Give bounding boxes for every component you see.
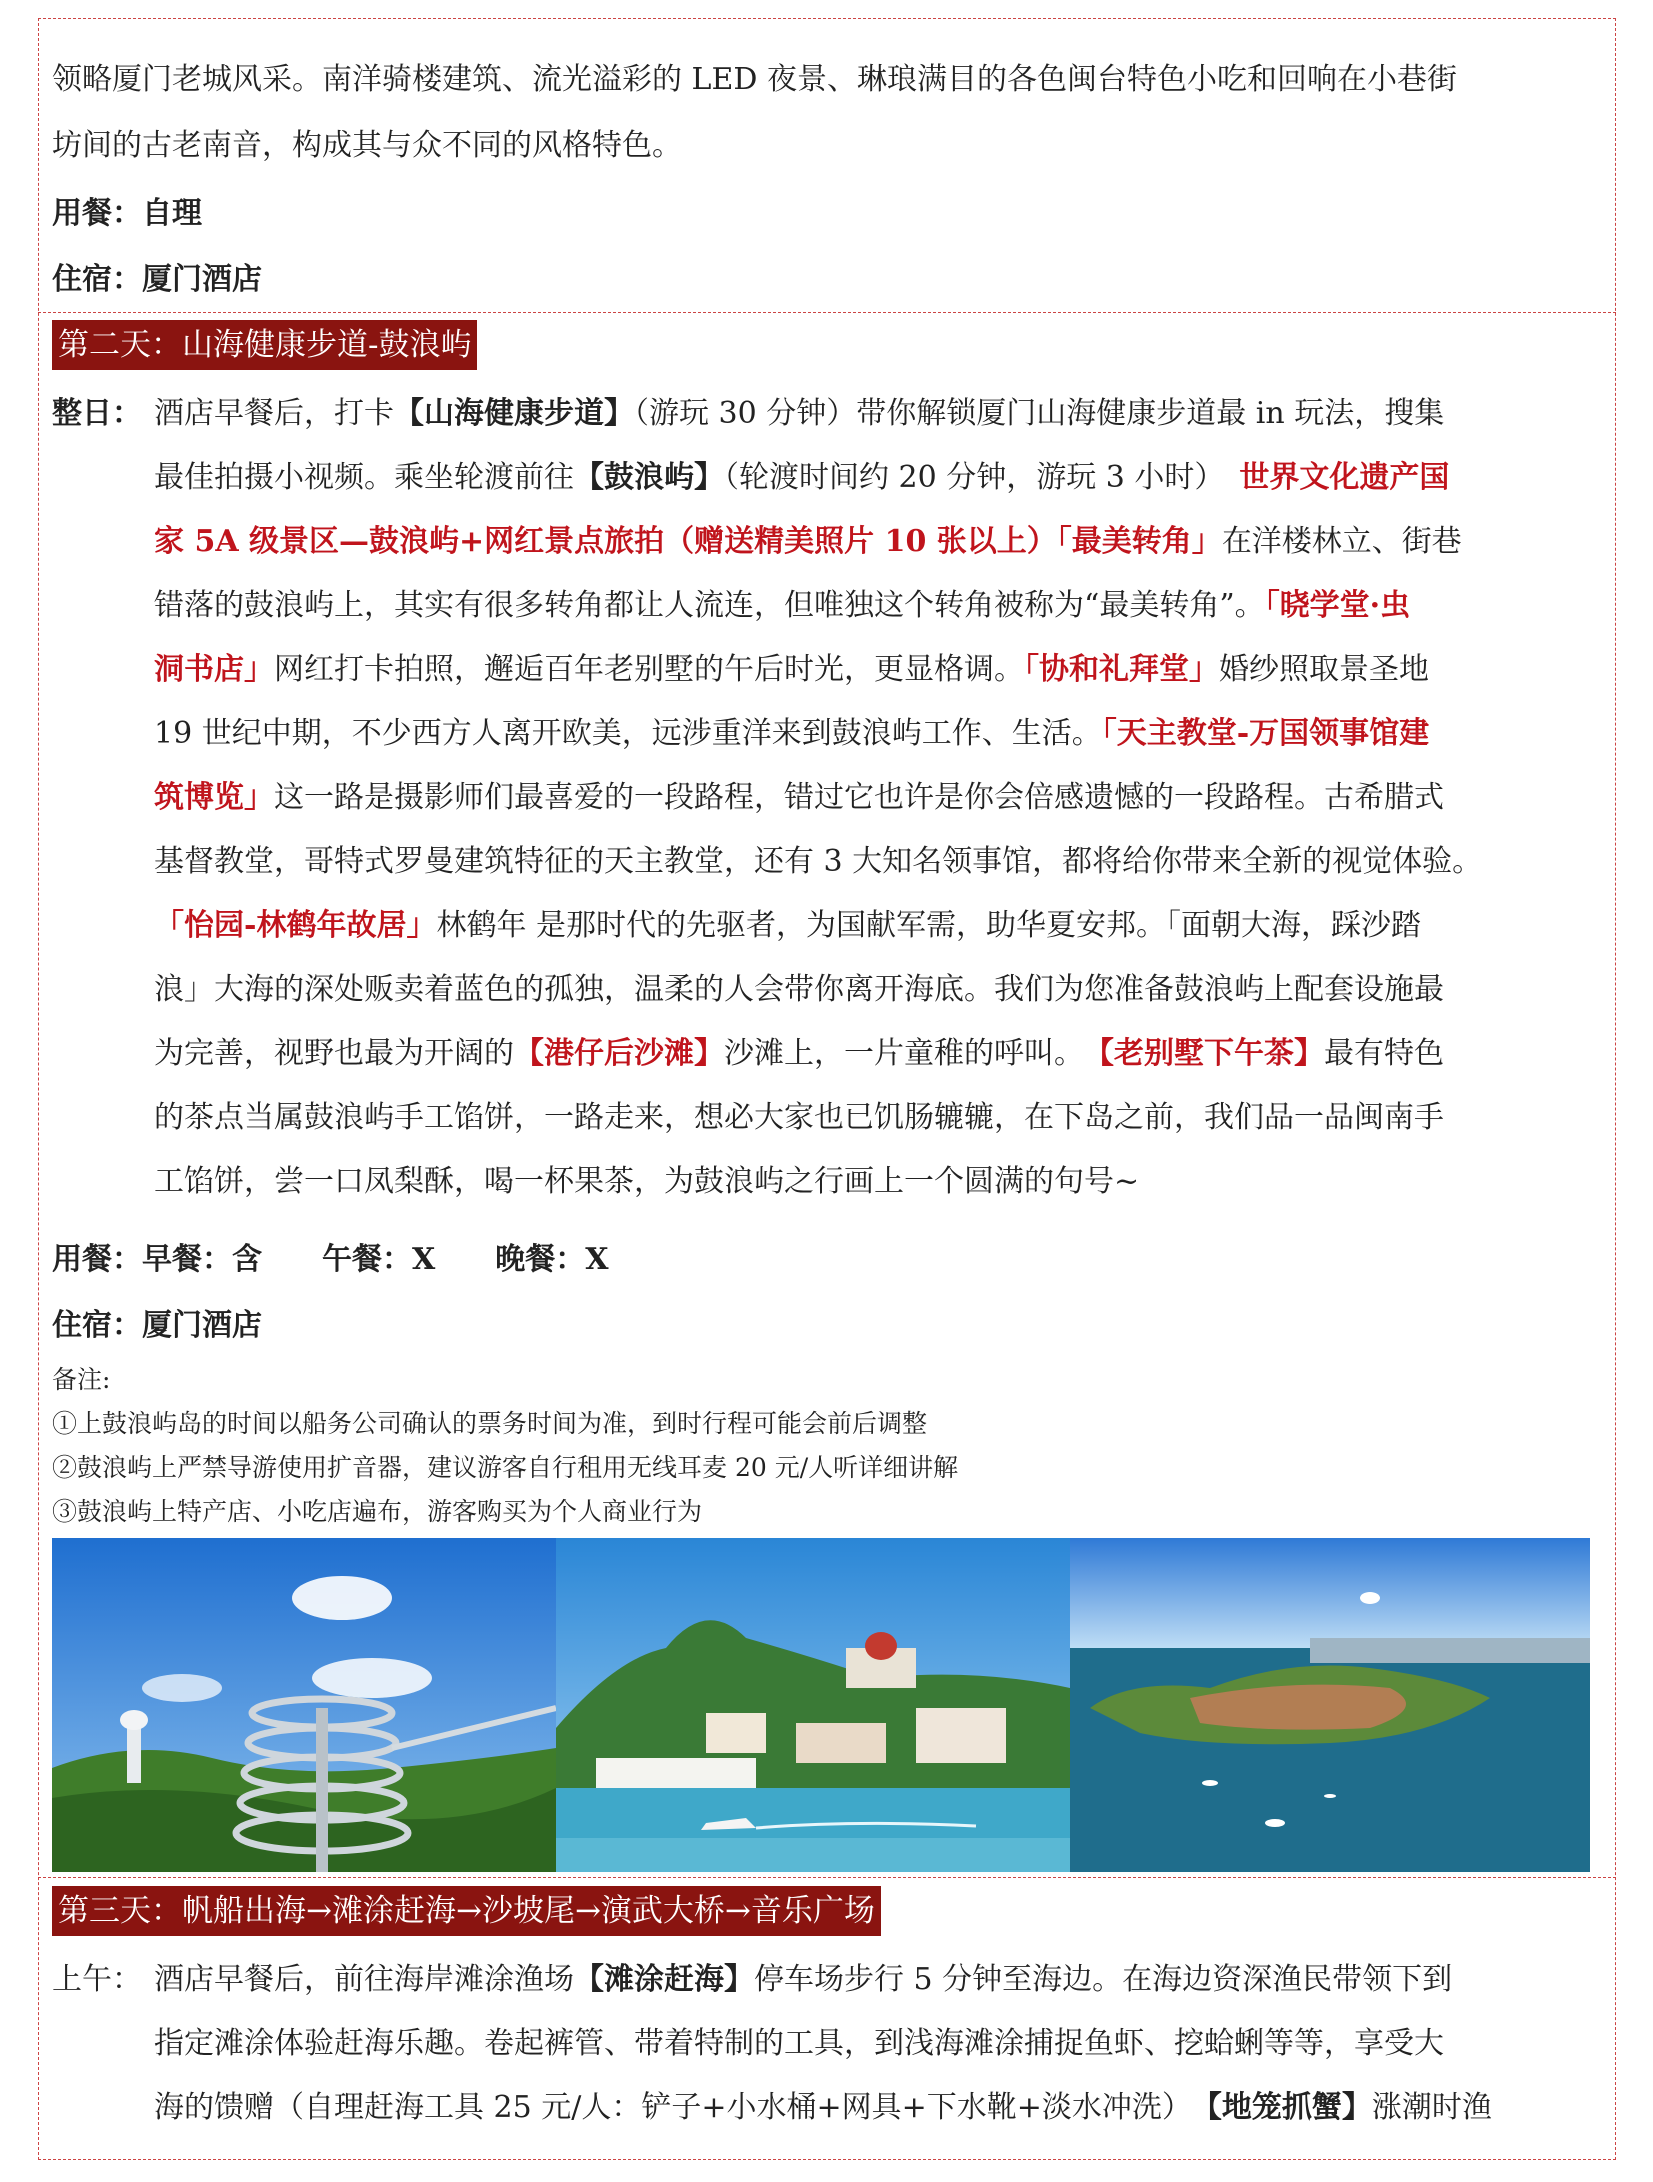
photo-health-trail xyxy=(52,1538,556,1872)
day2-stay-value: 厦门酒店 xyxy=(142,1308,262,1343)
day2-meal xyxy=(52,1240,609,1280)
day2-line11 xyxy=(154,1034,1444,1074)
spot-crab-cage: 【地笼抓蟹】 xyxy=(1206,2090,1372,2125)
day2-line5 xyxy=(154,650,1429,690)
day2-line7 xyxy=(154,778,1444,818)
day2-l11c: 沙滩上，一片童稚的呼叫。 xyxy=(724,1036,1069,1071)
section-divider xyxy=(38,312,1616,313)
note-3: ③鼓浪屿上特产店、小吃店遍布，游客购买为个人商业行为 xyxy=(52,1497,703,1526)
day3-line2: 指定滩涂体验赶海乐趣。卷起裤管、带着特制的工具，到浅海滩涂捕捉鱼虾、挖蛤蜊等等，享受大 xyxy=(154,2026,1444,2061)
notes-title: 备注: xyxy=(52,1365,111,1394)
day2-stay xyxy=(52,1306,262,1346)
day3-l1a: 酒店早餐后，前往海岸滩涂渔场 xyxy=(154,1962,574,1997)
day2-l11b: 【港仔后沙滩】 xyxy=(514,1036,724,1071)
day1-text-line1: 领略厦门老城风采。南洋骑楼建筑、流光溢彩的 LED 夜景、琳琅满目的各色闽台特色小吃和回响在小巷街 xyxy=(52,62,1457,97)
note-1: ①上鼓浪屿岛的时间以船务公司确认的票务时间为准，到时行程可能会前后调整 xyxy=(52,1409,928,1438)
day2-l3a: 家 5A 级景区—鼓浪屿+网红景点旅拍（赠送精美照片 10 张以上）「最美转角」 xyxy=(154,524,1222,559)
spot-tidal-flat: 【滩涂赶海】 xyxy=(574,1962,754,1997)
day2-line4 xyxy=(154,586,1410,626)
day2-l11a: 为完善，视野也最为开阔的 xyxy=(154,1036,514,1071)
day2-l7b: 这一路是摄影师们最喜爱的一段路程，错过它也许是你会倍感遗憾的一段路程。古希腊式 xyxy=(274,780,1444,815)
day1-stay-label: 住宿： xyxy=(52,262,142,297)
day3-l1c: 停车场步行 5 分钟至海边。在海边资深渔民带领下到 xyxy=(754,1962,1453,1997)
spot-gulangyu: 【鼓浪屿】 xyxy=(574,460,724,495)
day1-meal-value: 自理 xyxy=(142,196,202,231)
day2-l2c: （轮渡时间约 20 分钟，游玩 3 小时） xyxy=(724,460,1210,495)
day2-l9a: 「怡园-林鹤年故居」 xyxy=(154,908,437,943)
spot-health-trail: 【山海健康步道】 xyxy=(394,396,634,431)
day2-meal-label: 用餐： xyxy=(52,1242,142,1277)
day2-l5a: 洞书店」 xyxy=(154,652,274,687)
day2-l6b: 「天主教堂-万国领事馆建 xyxy=(1101,716,1430,751)
day3-l3c: 涨潮时渔 xyxy=(1371,2090,1492,2125)
day3-heading: 第三天：帆船出海→滩涂赶海→沙坡尾→演武大桥→音乐广场 xyxy=(52,1886,881,1936)
day2-line1 xyxy=(154,394,1444,434)
day2-stay-label: 住宿： xyxy=(52,1308,142,1343)
day2-l5c: 「协和礼拜堂」 xyxy=(1024,652,1219,687)
day2-l9b: 林鹤年 是那时代的先驱者，为国献军需，助华夏安邦。「面朝大海，踩沙踏 xyxy=(436,908,1421,943)
day3-l3a: 海的馈赠（自理赶海工具 25 元/人：铲子+小水桶+网具+下水靴+淡水冲洗） xyxy=(154,2090,1177,2125)
photo-gulangyu-aerial xyxy=(1070,1538,1590,1872)
day2-l11e: 最有特色 xyxy=(1324,1036,1444,1071)
day2-meal-value: 早餐：含 午餐：X 晚餐：X xyxy=(142,1242,609,1277)
day2-l2: 最佳拍摄小视频。乘坐轮渡前往 xyxy=(154,460,574,495)
day2-line3 xyxy=(154,522,1462,562)
day2-line9 xyxy=(154,906,1421,946)
note-2: ②鼓浪屿上严禁导游使用扩音器，建议游客自行租用无线耳麦 20 元/人听详细讲解 xyxy=(52,1453,959,1482)
day2-line6 xyxy=(154,714,1429,754)
day2-heading: 第二天：山海健康步道-鼓浪屿 xyxy=(52,320,477,370)
day2-line2 xyxy=(154,458,1449,498)
day2-l11d: 【老别墅下午茶】 xyxy=(1099,1036,1324,1071)
day2-label: 整日： xyxy=(52,396,142,431)
day3-line1 xyxy=(154,1960,1452,2000)
day2-line12: 的茶点当属鼓浪屿手工馅饼，一路走来，想必大家也已饥肠辘辘，在下岛之前，我们品一品闽南手 xyxy=(154,1100,1444,1135)
day1-meal-label: 用餐： xyxy=(52,196,142,231)
day3-label: 上午： xyxy=(52,1962,142,1997)
day1-text-line2: 坊间的古老南音，构成其与众不同的风格特色。 xyxy=(52,128,682,163)
day2-l5b: 网红打卡拍照，邂逅百年老别墅的午后时光，更显格调。 xyxy=(274,652,1024,687)
day1-stay xyxy=(52,260,262,300)
day2-l3b: 在洋楼林立、街巷 xyxy=(1221,524,1462,559)
section-divider xyxy=(38,1877,1616,1878)
day1-stay-value: 厦门酒店 xyxy=(142,262,262,297)
day2-line10: 浪」大海的深处贩卖着蓝色的孤独，温柔的人会带你离开海底。我们为您准备鼓浪屿上配套设施最 xyxy=(154,972,1444,1007)
day2-l7a: 筑博览」 xyxy=(154,780,274,815)
day2-l1a: 酒店早餐后，打卡 xyxy=(154,396,394,431)
day2-l2d: 世界文化遗产国 xyxy=(1239,460,1450,495)
day2-l4b: 「晓学堂·虫 xyxy=(1264,588,1411,623)
day2-line8: 基督教堂，哥特式罗曼建筑特征的天主教堂，还有 3 大知名领事馆，都将给你带来全新的视觉体验。 xyxy=(154,844,1483,879)
day3-line3 xyxy=(154,2088,1492,2128)
day2-l1c: （游玩 30 分钟）带你解锁厦门山海健康步道最 in 玩法，搜集 xyxy=(634,396,1445,431)
day2-l4a: 错落的鼓浪屿上，其实有很多转角都让人流连，但唯独这个转角被称为“最美转角”。 xyxy=(154,588,1265,623)
day2-l6a: 19 世纪中期，不少西方人离开欧美，远涉重洋来到鼓浪屿工作、生活。 xyxy=(154,716,1102,751)
photo-gulangyu-harbor xyxy=(556,1538,1070,1872)
day2-l5d: 婚纱照取景圣地 xyxy=(1219,652,1429,687)
day1-meal xyxy=(52,194,202,234)
day2-line13: 工馅饼，尝一口凤梨酥，喝一杯果茶，为鼓浪屿之行画上一个圆满的句号~ xyxy=(154,1164,1140,1199)
